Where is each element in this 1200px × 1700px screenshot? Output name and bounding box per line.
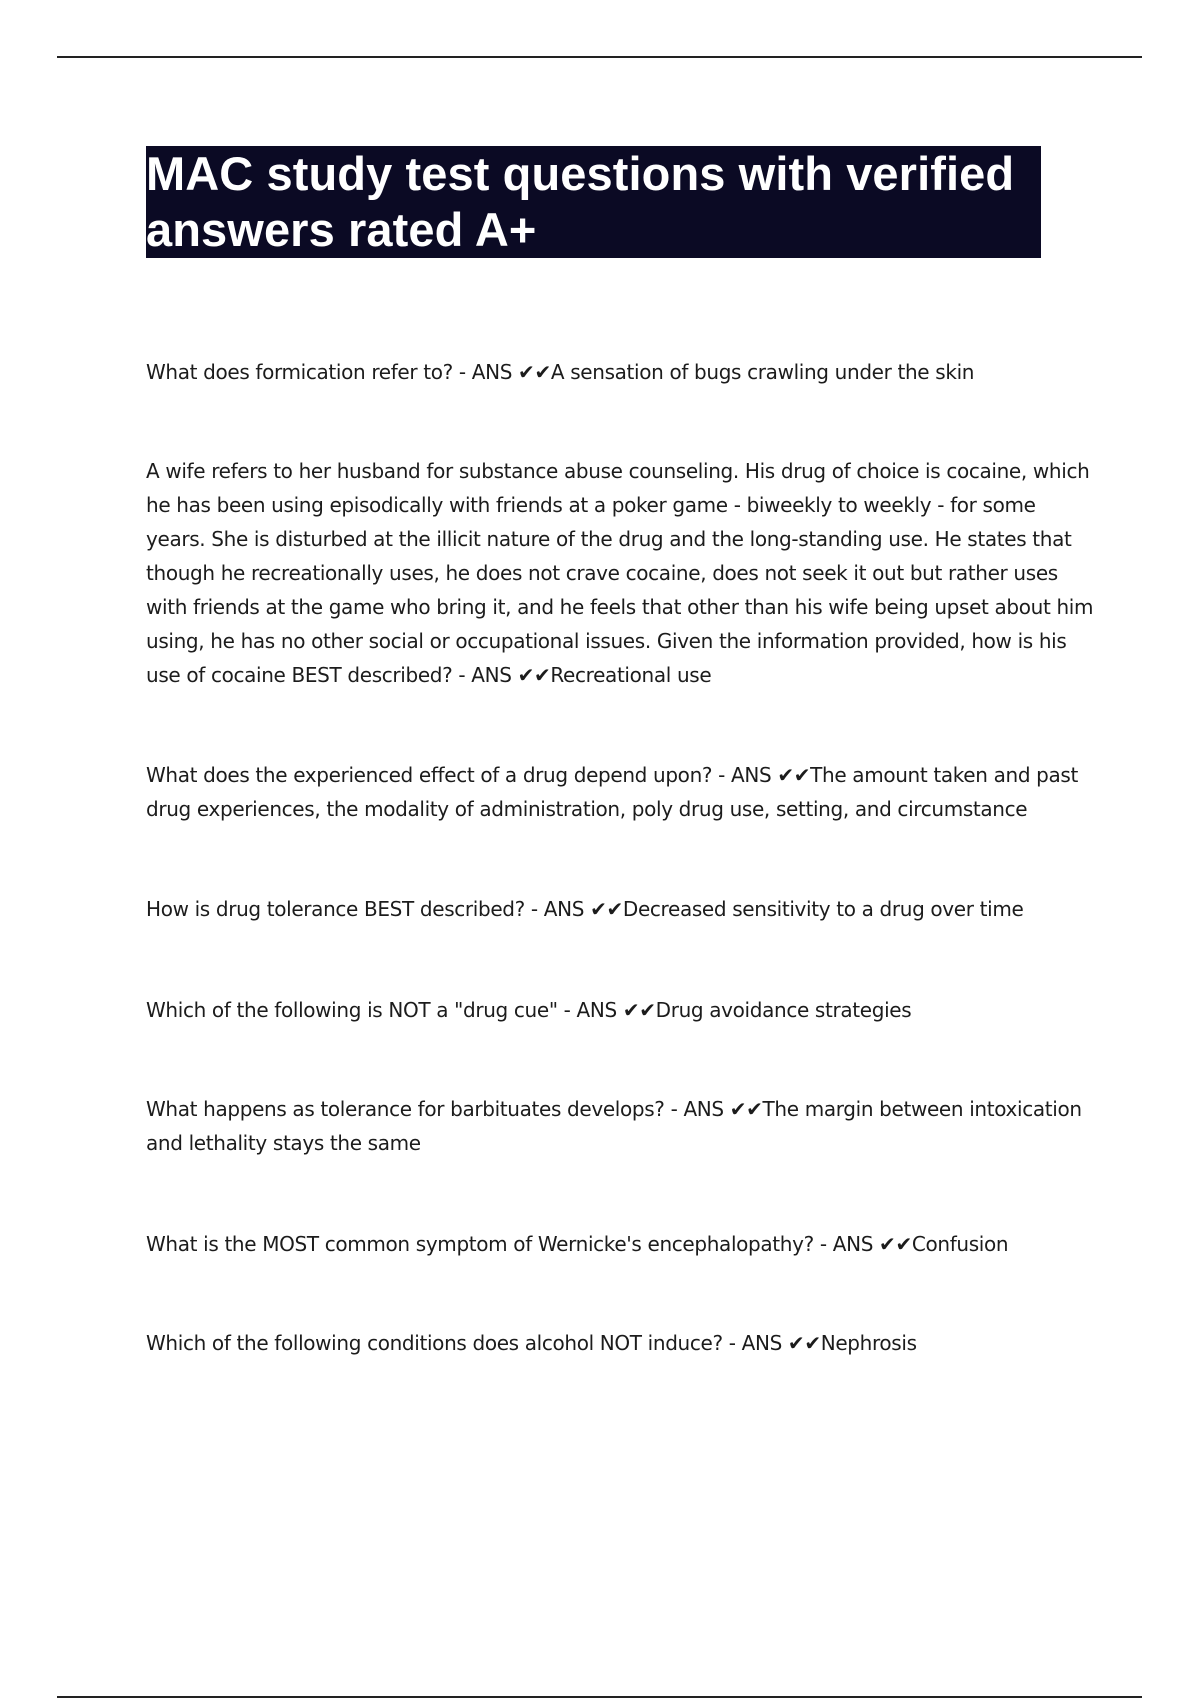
qa-item: What does formication refer to? - ANS ✔✔A sensation of bugs crawling under the skin (146, 360, 975, 384)
qa-item: A wife refers to her husband for substance abuse counseling. His drug of choice is cocaine, which he has been using episodically with friends at a poker game - biweekly to weekly - for some years. She is disturbed at the illicit nature of the drug and the long-standing use. He states that though he recreationally uses, he does not crave cocaine, does not seek it out but rather uses with friends at the game who bring it, and he feels that other than his wife being upset about him using, he has no other social or occupational issues. Given the information provided, how is his use of cocaine BEST described? - ANS ✔✔Recreational use (146, 459, 1100, 687)
qa-item: What happens as tolerance for barbituates develops? - ANS ✔✔The margin between intoxication and lethality stays the same (146, 1097, 1088, 1155)
qa-item: How is drug tolerance BEST described? - ANS ✔✔Decreased sensitivity to a drug over time (146, 897, 1024, 921)
document-title: MAC study test questions with verified answers rated A+ (146, 146, 1041, 258)
qa-item: Which of the following conditions does alcohol NOT induce? - ANS ✔✔Nephrosis (146, 1331, 917, 1355)
qa-item: Which of the following is NOT a "drug cue" - ANS ✔✔Drug avoidance strategies (146, 998, 912, 1022)
top-rule (57, 56, 1142, 58)
bottom-rule (57, 1696, 1142, 1698)
qa-item: What is the MOST common symptom of Wernicke's encephalopathy? - ANS ✔✔Confusion (146, 1232, 1009, 1256)
qa-item: What does the experienced effect of a drug depend upon? - ANS ✔✔The amount taken and past drug experiences, the modality of administration, poly drug use, setting, and circumstance (146, 763, 1085, 821)
